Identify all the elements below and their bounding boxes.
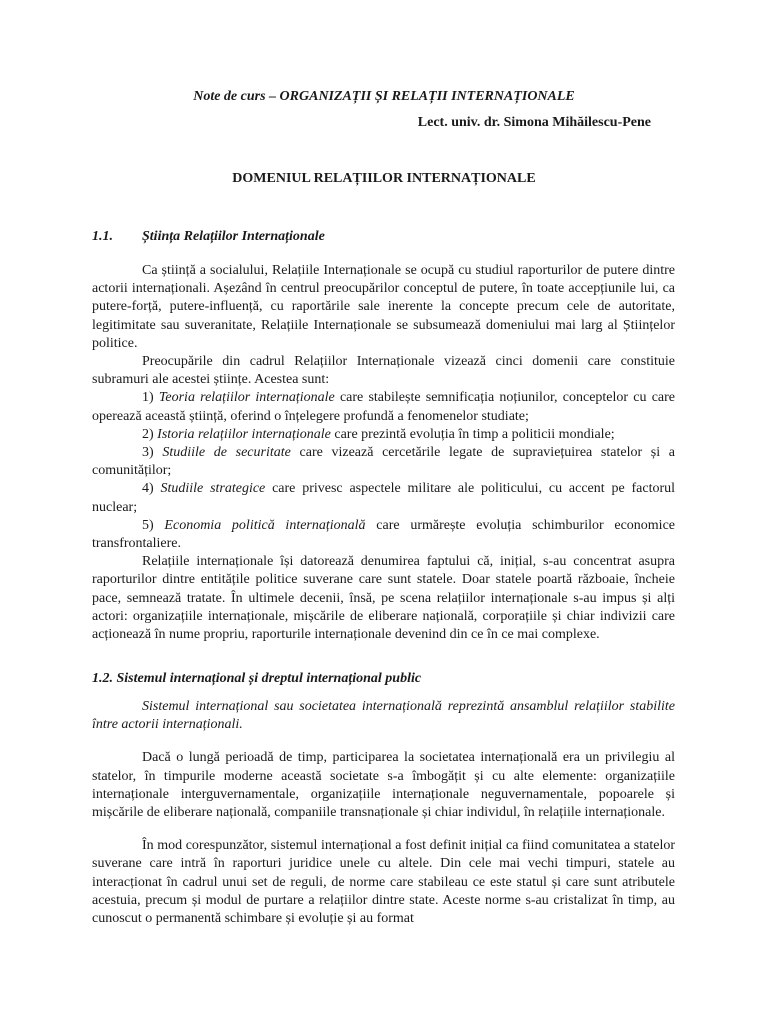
list-text: care urmărește evoluția schimburilor economice transfrontaliere. [92, 517, 676, 552]
main-title: DOMENIUL RELAȚIILOR INTERNAȚIONALE [232, 171, 536, 186]
list-text: care stabilește semnificația noțiunilor, conceptelor cu care operează această știință, oferind o înțelegere profundă a fenomenelor studiate; [92, 390, 675, 424]
list-number: 1) [142, 390, 154, 406]
list-item [92, 426, 675, 444]
section-2-body [92, 698, 675, 928]
definition: Sistemul internațional sau societatea internațională reprezintă ansamblul relațiilor stabilite între actorii internaționali. [92, 699, 675, 733]
paragraph: Dacă o lungă perioadă de timp, participarea la societatea internațională era un privilegiu al statelor, în timpurile moderne această societate s-a îmbogățit și cu alte elemente: organizațiile internaționale interguvernamentale, organizațiile internaționale neguvernamentale, popoarele și mișcările de eliberare națională, companiile transnaționale și chiar individul, în relațiile internaționale. [92, 750, 675, 821]
list-item [92, 517, 675, 553]
section-1-title: Știința Relațiilor Internaționale [142, 229, 325, 244]
list-number: 5) [142, 517, 154, 533]
list-item [92, 480, 675, 516]
course-title: Note de curs – ORGANIZAȚII ȘI RELAȚII INTERNAȚIONALE [193, 89, 575, 104]
list-number: 4) [142, 481, 154, 497]
section-1-number: 1.1. [92, 229, 113, 244]
paragraph: Ca știință a socialului, Relațiile Internaționale se ocupă cu studiul raporturilor de putere dintre actorii internaționali. Așezând în centrul preocupărilor conceptul de putere, în toate accepțiunile lui, ca putere-forță, putere-influență, cu raportările sale inerente la concepte precum cele de autoritate, legitimitate sau suveranitate, Relațiile Internaționale se subsumează domeniului mai larg al Științelor politice. [92, 263, 675, 351]
list-text: care privesc aspectele militare ale politicului, cu accent pe factorul nuclear; [92, 481, 676, 515]
list-number: 3) [142, 445, 154, 461]
paragraph: Relațiile internaționale își datorează denumirea faptului că, inițial, s-au concentrat asupra raporturilor dintre entitățile politice suverane care sunt statele. Doar statele poartă războaie, încheie pace, semnează tratate. În ultimele decenii, însă, pe scena relațiilor internaționale s-au impus și alți actori: organizațiile internaționale, mișcările de eliberare națională, corporațiile și chiar indivizii care acționează în nume propriu, raporturile internaționale devenind din ce în ce mai complexe. [92, 554, 675, 643]
list-term: Studiile de securitate [162, 445, 291, 461]
list-term: Studiile strategice [160, 481, 266, 497]
list-item [92, 389, 675, 425]
list-text: care vizează cercetările legate de supraviețuirea statelor și a comunităților; [92, 445, 676, 479]
paragraph: În mod corespunzător, sistemul internațional a fost definit inițial ca fiind comunitatea a statelor suverane care intră în raporturi juridice unele cu altele. Din cele mai vechi timpuri, statele au interacționat în cadrul unui set de reguli, de norme care stabileau ce este statul și care sunt atributele acestuia, precum și modul de purtare a relațiilor dintre state. Aceste norme s-au cristalizat în timp, au cunoscut o permanentă schimbare și evoluție și au format [92, 838, 675, 927]
list-text: care prezintă evoluția în timp a politicii mondiale; [330, 426, 615, 442]
section-1-body [92, 262, 675, 644]
section-2-heading: 1.2. Sistemul internațional și dreptul internațional public [92, 671, 422, 686]
paragraph: Preocupările din cadrul Relațiilor Internaționale vizează cinci domenii care constituie subramuri ale acestei științe. Acestea sunt: [92, 354, 675, 388]
list-term: Teoria relațiilor internaționale [158, 390, 335, 406]
list-number: 2) [142, 426, 154, 442]
author-name: Lect. univ. dr. Simona Mihăilescu-Pene [417, 115, 651, 130]
list-term: Economia politică internațională [164, 517, 366, 533]
section-1-heading [92, 228, 325, 246]
list-item [92, 444, 675, 480]
list-term: Istoria relațiilor internaționale [157, 426, 331, 442]
